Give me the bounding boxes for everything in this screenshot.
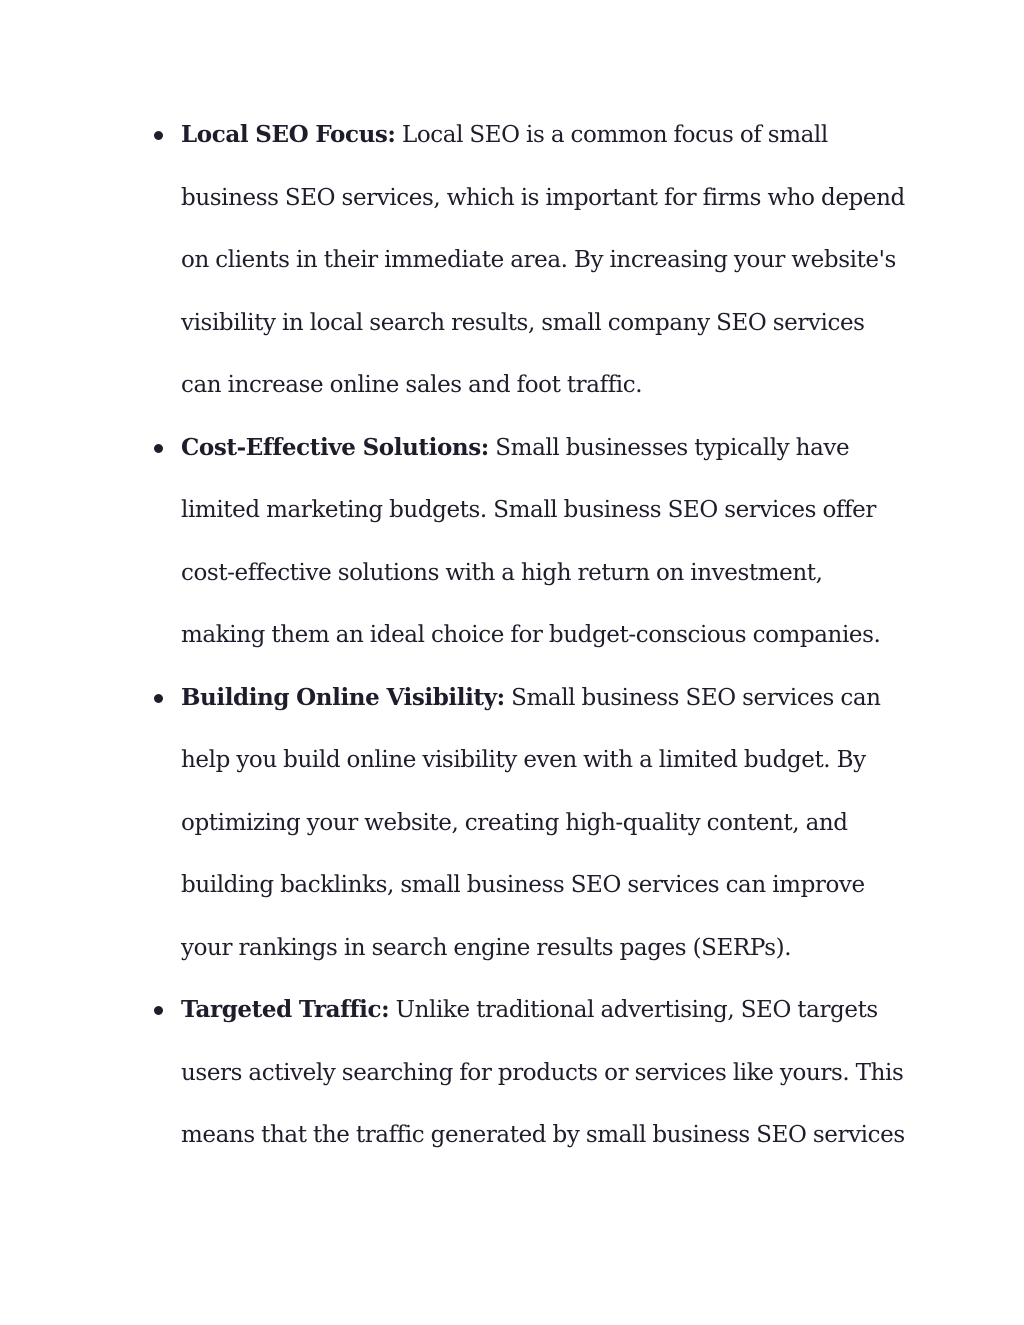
bullet-item-local-seo — [181, 104, 911, 417]
bullet-text: Small businesses typically have limited marketing budgets. Small business SEO services offer cost-effective solutions with a high return on investment, making them an ideal choice for budget-conscious companies. — [181, 434, 881, 648]
bullet-item-targeted-traffic — [181, 979, 911, 1167]
bullet-item-cost-effective — [181, 417, 911, 667]
bullet-list — [181, 104, 911, 1167]
bullet-item-online-visibility — [181, 667, 911, 980]
bullet-point-icon — [154, 694, 163, 703]
bullet-title: Targeted Traffic: — [181, 996, 390, 1023]
bullet-point-icon — [154, 444, 163, 453]
bullet-title: Local SEO Focus: — [181, 121, 396, 148]
bullet-text: Local SEO is a common focus of small business SEO services, which is important for firms who depend on clients in their immediate area. By increasing your website's visibility in local search results, small company SEO services can increase online sales and foot traffic. — [181, 122, 905, 398]
bullet-title: Cost-Effective Solutions: — [181, 433, 489, 461]
bullet-point-icon — [154, 131, 163, 140]
bullet-text: Unlike traditional advertising, SEO targets users actively searching for products or services like yours. This means that the traffic generated by small business SEO services — [181, 997, 905, 1148]
bullet-text: Small business SEO services can help you build online visibility even with a limited budget. By optimizing your website, creating high-quality content, and building backlinks, small business SEO services can improve your rankings in search engine results pages (SERPs). — [181, 684, 881, 961]
bullet-title: Building Online Visibility: — [181, 683, 505, 711]
bullet-point-icon — [154, 1006, 163, 1015]
